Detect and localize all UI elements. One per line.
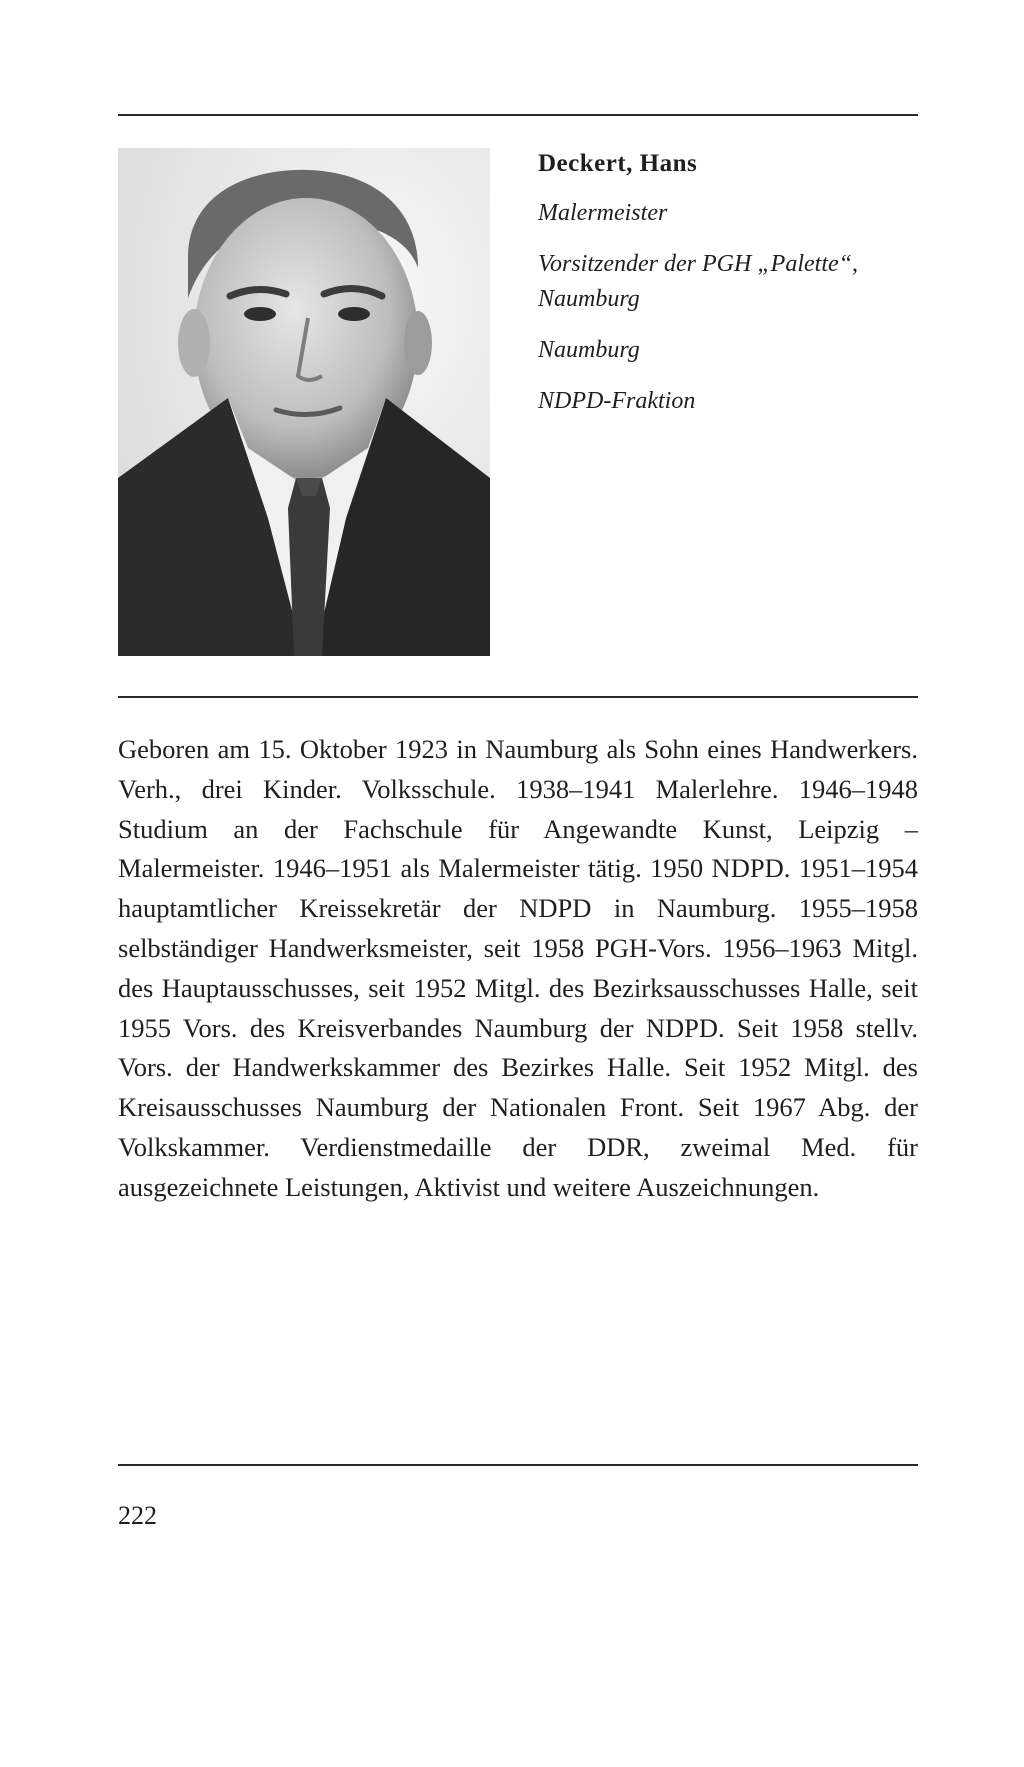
middle-divider: [118, 696, 918, 698]
portrait-illustration: [118, 148, 490, 656]
top-divider: [118, 114, 918, 116]
position-line-1: Vorsitzender der PGH „Palette“,: [538, 251, 858, 277]
bottom-divider: [118, 1464, 918, 1466]
biography-text: Geboren am 15. Oktober 1923 in Naumburg als Sohn eines Handwerkers. Verh., drei Kinder. Volksschule. 1938–1941 Malerlehre. 1946–1948 Studium an der Fachschule für Angewandte Kunst, Leipzig – Malermeister. 1946–1951 als Malermeister tätig. 1950 NDPD. 1951–1954 hauptamtlicher Kreissekretär der NDPD in Naumburg. 1955–1958 selbständiger Handwerksmeister, seit 1958 PGH-Vors. 1956–1963 Mitgl. des Hauptausschusses, seit 1952 Mitgl. des Bezirksausschusses Halle, seit 1955 Vors. des Kreisverbandes Naumburg der NDPD. Seit 1958 stellv. Vors. der Handwerkskammer des Bezirkes Halle. Seit 1952 Mitgl. des Kreisausschusses Naumburg der Nationalen Front. Seit 1967 Abg. der Volkskammer. Verdienstmedaille der DDR, zweimal Med. für ausgezeichnete Leistungen, Aktivist und weitere Auszeichnungen.: [118, 734, 918, 1202]
page-number: 222: [118, 1501, 157, 1530]
person-name: Deckert, Hans: [538, 150, 698, 177]
occupation: Malermeister: [538, 200, 668, 226]
position-line-2: Naumburg: [538, 286, 640, 312]
constituency: Naumburg: [538, 337, 640, 363]
portrait-photo: [118, 148, 490, 656]
entry-header: [538, 146, 928, 419]
faction: NDPD-Fraktion: [538, 388, 696, 414]
